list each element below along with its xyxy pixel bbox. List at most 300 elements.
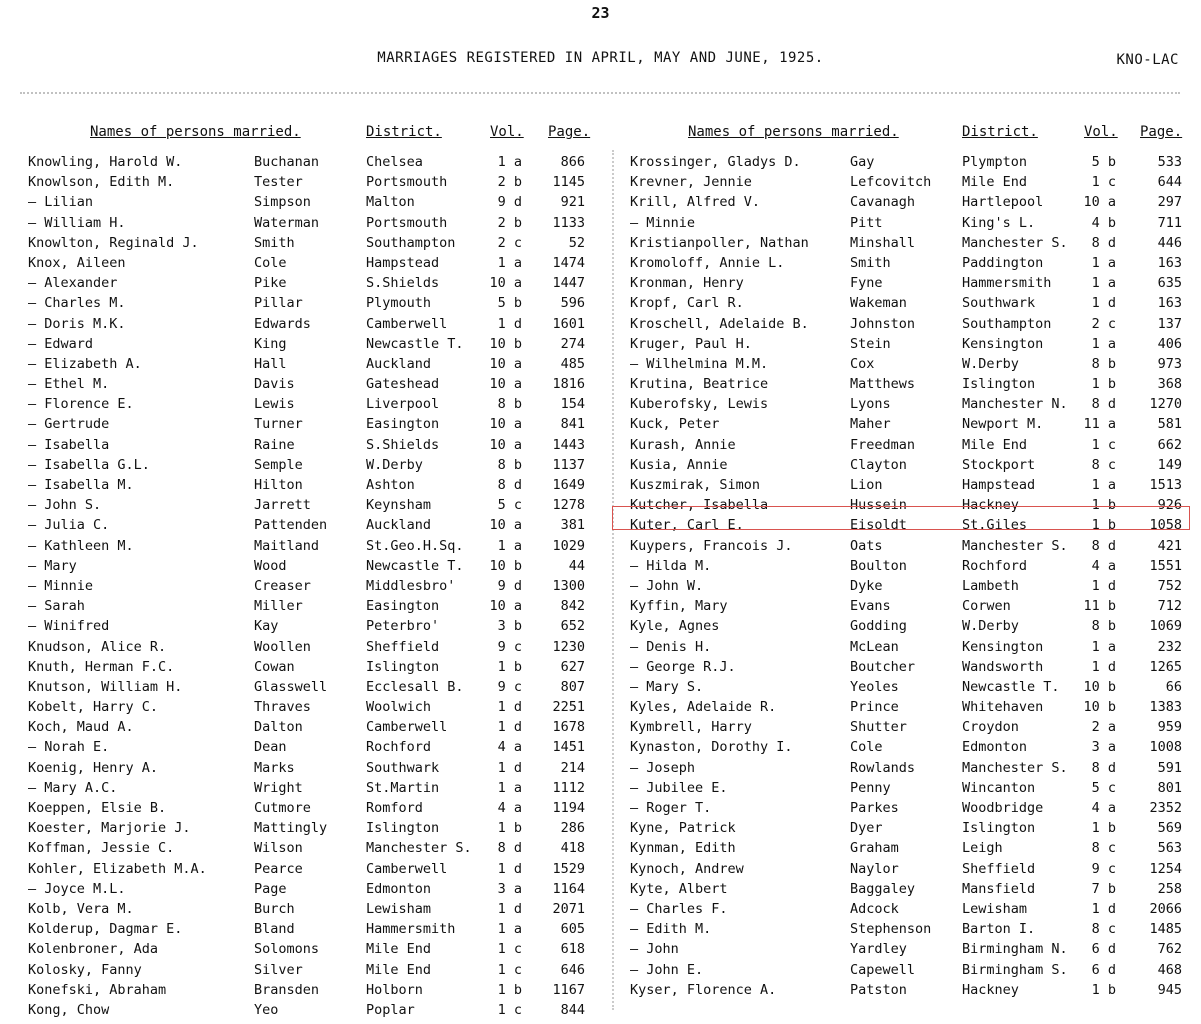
entry-spouse: Fyne	[850, 275, 883, 292]
entry-district: Hartlepool	[962, 194, 1044, 211]
entry-page: 844	[560, 1001, 585, 1018]
entry-page: 1443	[552, 436, 585, 453]
entry-name: — Charles M.	[28, 295, 126, 312]
entry-district: Camberwell	[366, 315, 448, 332]
register-entry	[28, 818, 598, 838]
entry-vol: 1 a	[497, 154, 522, 170]
entry-spouse: Bland	[254, 921, 295, 938]
right-column-header	[630, 124, 1190, 152]
entry-vol: 10 a	[489, 275, 522, 292]
entry-name: Knowlton, Reginald J.	[28, 234, 199, 251]
entry-page: 421	[1157, 537, 1182, 554]
entry-district: Liverpool	[366, 396, 440, 413]
entry-spouse: Smith	[254, 234, 295, 251]
entry-page: 1164	[552, 880, 585, 897]
entry-name: — Joyce M.L.	[28, 880, 126, 897]
entry-district: Camberwell	[366, 860, 448, 877]
register-entry	[630, 192, 1190, 212]
entry-name: Kruger, Paul H.	[630, 335, 752, 352]
entry-spouse: Solomons	[254, 941, 320, 958]
register-entry	[630, 475, 1190, 495]
column-divider	[612, 150, 614, 1010]
entry-name: — Denis H.	[630, 638, 712, 655]
entry-district: Ashton	[366, 477, 415, 493]
entry-page: 807	[560, 678, 585, 695]
register-entry	[630, 152, 1190, 172]
entry-district: Islington	[366, 820, 440, 837]
register-entry	[28, 737, 598, 757]
entry-spouse: Boutcher	[850, 658, 916, 675]
entry-name: Koch, Maud A.	[28, 719, 134, 736]
entry-district: St.Giles	[962, 517, 1028, 534]
entry-district: Barton I.	[962, 921, 1036, 938]
entry-spouse: Wood	[254, 557, 287, 574]
entry-vol: 1 d	[497, 719, 522, 736]
entry-name: — Hilda M.	[630, 557, 712, 574]
register-entry	[28, 677, 598, 697]
entry-name: — Kathleen M.	[28, 537, 134, 554]
entry-vol: 1 c	[497, 941, 522, 958]
entry-spouse: Lewis	[254, 396, 295, 413]
entry-name: Kong, Chow	[28, 1001, 110, 1018]
entry-spouse: Thraves	[254, 699, 311, 716]
register-entry	[630, 737, 1190, 757]
entry-name: Kristianpoller, Nathan	[630, 234, 809, 251]
entry-district: Easington	[366, 598, 440, 615]
entry-name: — Roger T.	[630, 800, 712, 816]
entry-district: Lewisham	[962, 900, 1028, 917]
register-entry	[630, 758, 1190, 778]
entry-page: 1145	[552, 174, 585, 191]
register-entry	[28, 475, 598, 495]
entry-spouse: Maher	[850, 416, 891, 433]
register-entry	[28, 354, 598, 374]
entry-page: 569	[1157, 820, 1182, 837]
entry-name: Kuberofsky, Lewis	[630, 396, 769, 413]
entry-vol: 3 b	[497, 618, 522, 635]
entry-spouse: Jarrett	[254, 497, 311, 514]
register-entry	[28, 213, 598, 233]
entry-page: 1058	[1149, 517, 1182, 534]
entry-district: Plymouth	[366, 295, 432, 312]
entry-page: 866	[560, 154, 585, 170]
entry-spouse: Gay	[850, 154, 875, 170]
entry-district: Holborn	[366, 981, 423, 998]
entry-district: S.Shields	[366, 436, 440, 453]
entry-vol: 8 d	[1091, 537, 1116, 554]
right-column	[630, 124, 1190, 1000]
entry-district: Lambeth	[962, 577, 1019, 594]
register-entry	[630, 414, 1190, 434]
entry-name: — Mary S.	[630, 678, 704, 695]
register-entry	[28, 596, 598, 616]
entry-name: Kusia, Annie	[630, 456, 728, 473]
entry-district: Southampton	[366, 234, 456, 251]
entry-name: — Gertrude	[28, 416, 110, 433]
entry-vol: 1 a	[1091, 638, 1116, 655]
entry-page: 406	[1157, 335, 1182, 352]
entry-spouse: Yeoles	[850, 678, 899, 695]
entry-district: Croydon	[962, 719, 1019, 736]
entry-vol: 9 c	[497, 638, 522, 655]
entry-district: Birmingham S.	[962, 961, 1068, 978]
entry-page: 1485	[1149, 921, 1182, 938]
entry-page: 945	[1157, 981, 1182, 998]
entry-name: Krutina, Beatrice	[630, 376, 769, 393]
entry-district: Whitehaven	[962, 699, 1044, 716]
entry-name: Kuter, Carl E.	[630, 517, 744, 534]
entry-spouse: Capewell	[850, 961, 916, 978]
register-entry	[630, 374, 1190, 394]
entry-spouse: Yeo	[254, 1001, 279, 1018]
entry-district: Islington	[962, 376, 1036, 393]
entry-spouse: Stephenson	[850, 921, 932, 938]
entry-vol: 9 d	[497, 577, 522, 594]
entry-page: 1529	[552, 860, 585, 877]
entry-page: 1383	[1149, 699, 1182, 716]
entry-district: Southampton	[962, 315, 1052, 332]
entry-vol: 2 c	[497, 234, 522, 251]
register-entry	[28, 919, 598, 939]
entry-vol: 1 b	[1091, 376, 1116, 393]
entry-page: 762	[1157, 941, 1182, 958]
entry-vol: 8 d	[1091, 396, 1116, 413]
entry-district: Camberwell	[366, 719, 448, 736]
register-entry	[28, 536, 598, 556]
entry-spouse: Baggaley	[850, 880, 916, 897]
entry-vol: 1 b	[1091, 517, 1116, 534]
register-entry	[28, 495, 598, 515]
entry-page: 1008	[1149, 739, 1182, 756]
entry-district: Manchester S.	[962, 234, 1068, 251]
entry-district: Edmonton	[366, 880, 432, 897]
entry-page: 274	[560, 335, 585, 352]
entry-page: 1069	[1149, 618, 1182, 635]
entry-page: 596	[560, 295, 585, 312]
entry-district: Hammersmith	[366, 921, 456, 938]
entry-spouse: King	[254, 335, 287, 352]
register-entry	[28, 1000, 598, 1020]
entry-page: 163	[1157, 295, 1182, 312]
entry-vol: 1 a	[497, 921, 522, 938]
entry-page: 1194	[552, 800, 585, 816]
entry-page: 533	[1157, 154, 1182, 170]
entry-name: Kyne, Patrick	[630, 820, 736, 837]
entry-name: Koester, Marjorie J.	[28, 820, 191, 837]
entry-vol: 8 b	[497, 456, 522, 473]
entry-spouse: Shutter	[850, 719, 907, 736]
entry-name: Kroschell, Adelaide B.	[630, 315, 809, 332]
entry-name: Kohler, Elizabeth M.A.	[28, 860, 207, 877]
entry-page: 644	[1157, 174, 1182, 191]
entry-name: Kromoloff, Annie L.	[630, 254, 785, 271]
entry-district: Newcastle T.	[366, 557, 464, 574]
entry-page: 662	[1157, 436, 1182, 453]
register-entry	[28, 253, 598, 273]
entry-spouse: Silver	[254, 961, 303, 978]
entry-vol: 1 d	[497, 860, 522, 877]
entry-spouse: Woollen	[254, 638, 311, 655]
entry-page: 214	[560, 759, 585, 776]
entry-district: Wandsworth	[962, 658, 1044, 675]
register-entry	[28, 980, 598, 1000]
header-district: District.	[366, 124, 442, 140]
entry-page: 1551	[1149, 557, 1182, 574]
entry-name: Kynman, Edith	[630, 840, 736, 857]
entry-district: Sheffield	[962, 860, 1036, 877]
entry-spouse: Cole	[254, 254, 287, 271]
register-entry	[630, 677, 1190, 697]
entry-spouse: Glasswell	[254, 678, 328, 695]
entry-name: — Isabella	[28, 436, 110, 453]
entry-spouse: Mattingly	[254, 820, 328, 837]
entry-district: Plympton	[962, 154, 1028, 170]
entry-page: 1137	[552, 456, 585, 473]
entry-district: Chelsea	[366, 154, 423, 170]
register-entry	[630, 778, 1190, 798]
entry-spouse: Raine	[254, 436, 295, 453]
register-entry	[630, 253, 1190, 273]
entry-vol: 1 d	[1091, 900, 1116, 917]
entry-spouse: McLean	[850, 638, 899, 655]
entry-vol: 3 a	[1091, 739, 1116, 756]
entry-page: 1513	[1149, 477, 1182, 493]
register-entry	[630, 939, 1190, 959]
entry-vol: 2 b	[497, 174, 522, 191]
entry-district: Middlesbro'	[366, 577, 456, 594]
register-entry	[630, 576, 1190, 596]
register-entry	[630, 536, 1190, 556]
entry-spouse: Waterman	[254, 214, 320, 231]
entry-spouse: Page	[254, 880, 287, 897]
entry-spouse: Kay	[254, 618, 279, 635]
entry-district: Islington	[962, 820, 1036, 837]
entry-page: 149	[1157, 456, 1182, 473]
entry-district: Peterbro'	[366, 618, 440, 635]
entry-name: Kyser, Florence A.	[630, 981, 777, 998]
entry-vol: 11 b	[1083, 598, 1116, 615]
entry-district: Newcastle T.	[366, 335, 464, 352]
entry-district: W.Derby	[962, 355, 1019, 372]
entry-spouse: Rowlands	[850, 759, 916, 776]
entry-page: 1270	[1149, 396, 1182, 413]
entry-name: — John	[630, 941, 679, 958]
entry-vol: 2 b	[497, 214, 522, 231]
entry-name: — Joseph	[630, 759, 696, 776]
register-entry	[28, 334, 598, 354]
entry-spouse: Semple	[254, 456, 303, 473]
register-entry	[28, 838, 598, 858]
entry-name: Kurash, Annie	[630, 436, 736, 453]
entry-page: 581	[1157, 416, 1182, 433]
entry-district: Manchester S.	[962, 759, 1068, 776]
entry-page: 605	[560, 921, 585, 938]
entry-district: Corwen	[962, 598, 1011, 615]
entry-page: 1278	[552, 497, 585, 514]
entry-vol: 10 a	[489, 436, 522, 453]
entry-spouse: Dalton	[254, 719, 303, 736]
entry-spouse: Godding	[850, 618, 907, 635]
entry-page: 646	[560, 961, 585, 978]
register-entry	[630, 556, 1190, 576]
entry-vol: 10 b	[1083, 678, 1116, 695]
entry-spouse: Hussein	[850, 497, 907, 514]
entry-district: St.Martin	[366, 779, 440, 796]
entry-page: 258	[1157, 880, 1182, 897]
entry-spouse: Cavanagh	[850, 194, 916, 211]
entry-spouse: Johnston	[850, 315, 916, 332]
register-entry	[630, 334, 1190, 354]
entry-page: 446	[1157, 234, 1182, 251]
entry-name: Kolenbroner, Ada	[28, 941, 159, 958]
entry-vol: 8 c	[1091, 840, 1116, 857]
entry-page: 2251	[552, 699, 585, 716]
entry-page: 1816	[552, 376, 585, 393]
entry-vol: 8 d	[497, 840, 522, 857]
entry-district: St.Geo.H.Sq.	[366, 537, 464, 554]
register-entry	[630, 879, 1190, 899]
entry-vol: 1 d	[1091, 295, 1116, 312]
register-entry	[28, 273, 598, 293]
register-entry	[630, 394, 1190, 414]
entry-page: 286	[560, 820, 585, 837]
entry-name: Kuszmirak, Simon	[630, 477, 761, 493]
entry-spouse: Oats	[850, 537, 883, 554]
entry-name: Kutcher, Isabella	[630, 497, 769, 514]
register-entry	[28, 657, 598, 677]
entry-page: 1254	[1149, 860, 1182, 877]
entry-district: Mile End	[366, 961, 432, 978]
entry-vol: 3 a	[497, 880, 522, 897]
entry-vol: 4 a	[497, 739, 522, 756]
entry-spouse: Pitt	[850, 214, 883, 231]
entry-district: Ecclesall B.	[366, 678, 464, 695]
entry-district: Manchester S.	[962, 537, 1068, 554]
entry-spouse: Penny	[850, 779, 891, 796]
entry-name: — George R.J.	[630, 658, 736, 675]
entry-name: — Edith M.	[630, 921, 712, 938]
entry-name: — Ethel M.	[28, 376, 110, 393]
register-entry	[28, 556, 598, 576]
entry-spouse: Buchanan	[254, 154, 320, 170]
entry-name: — Alexander	[28, 275, 118, 292]
register-entry	[630, 213, 1190, 233]
entry-spouse: Smith	[850, 254, 891, 271]
entry-vol: 1 b	[497, 820, 522, 837]
register-entry	[28, 939, 598, 959]
entry-spouse: Eisoldt	[850, 517, 907, 534]
entry-vol: 1 c	[497, 961, 522, 978]
register-entry	[28, 960, 598, 980]
entry-vol: 10 b	[1083, 699, 1116, 716]
entry-district: Newport M.	[962, 416, 1044, 433]
entry-name: Kobelt, Harry C.	[28, 699, 159, 716]
entry-spouse: Minshall	[850, 234, 916, 251]
register-entry	[630, 980, 1190, 1000]
entry-page: 1474	[552, 254, 585, 271]
register-entry	[630, 657, 1190, 677]
entry-vol: 5 b	[497, 295, 522, 312]
entry-vol: 8 d	[1091, 234, 1116, 251]
entry-page: 959	[1157, 719, 1182, 736]
entry-name: — Isabella G.L.	[28, 456, 150, 473]
entry-page: 1133	[552, 214, 585, 231]
entry-name: Kynaston, Dorothy I.	[630, 739, 793, 756]
entry-vol: 1 c	[497, 1001, 522, 1018]
entry-spouse: Cole	[850, 739, 883, 756]
entry-name: — John S.	[28, 497, 102, 514]
register-entry	[28, 293, 598, 313]
entry-page: 627	[560, 658, 585, 675]
entry-vol: 10 a	[489, 598, 522, 615]
entry-spouse: Adcock	[850, 900, 899, 917]
entry-name: — Florence E.	[28, 396, 134, 413]
entry-name: Koffman, Jessie C.	[28, 840, 175, 857]
register-entry	[630, 919, 1190, 939]
entry-district: King's L.	[962, 214, 1036, 231]
entry-district: Woodbridge	[962, 800, 1044, 816]
entry-page: 1447	[552, 275, 585, 292]
entry-vol: 9 c	[497, 678, 522, 695]
entry-spouse: Lyons	[850, 396, 891, 413]
register-entry	[28, 233, 598, 253]
entry-page: 2071	[552, 900, 585, 917]
entry-district: Sheffield	[366, 638, 440, 655]
register-entry	[28, 152, 598, 172]
header-names: Names of persons married.	[688, 124, 899, 140]
register-entry	[28, 637, 598, 657]
entry-vol: 4 a	[497, 800, 522, 816]
entry-spouse: Parkes	[850, 800, 899, 816]
entry-spouse: Graham	[850, 840, 899, 857]
entry-spouse: Freedman	[850, 436, 916, 453]
entry-district: Stockport	[962, 456, 1036, 473]
entry-name: Knuth, Herman F.C.	[28, 658, 175, 675]
entry-name: Kolderup, Dagmar E.	[28, 921, 183, 938]
entry-page: 842	[560, 598, 585, 615]
entry-vol: 1 a	[1091, 477, 1116, 493]
register-entry	[630, 859, 1190, 879]
entry-page: 368	[1157, 376, 1182, 393]
entry-spouse: Wright	[254, 779, 303, 796]
entry-page: 1112	[552, 779, 585, 796]
entry-district: Mansfield	[962, 880, 1036, 897]
entry-vol: 1 a	[497, 779, 522, 796]
entry-vol: 1 b	[497, 981, 522, 998]
register-entry	[630, 293, 1190, 313]
entry-page: 652	[560, 618, 585, 635]
entry-vol: 1 a	[497, 254, 522, 271]
register-entry	[28, 717, 598, 737]
entry-vol: 1 b	[1091, 497, 1116, 514]
entry-spouse: Maitland	[254, 537, 320, 554]
register-entry	[28, 192, 598, 212]
left-entries	[28, 152, 598, 1020]
register-entry	[630, 616, 1190, 636]
entry-name: — Doris M.K.	[28, 315, 126, 332]
entry-district: Leigh	[962, 840, 1003, 857]
register-entry	[630, 899, 1190, 919]
entry-spouse: Edwards	[254, 315, 311, 332]
entry-spouse: Pearce	[254, 860, 303, 877]
register-entry	[28, 697, 598, 717]
entry-spouse: Marks	[254, 759, 295, 776]
entry-vol: 11 a	[1083, 416, 1116, 433]
entry-page: 1601	[552, 315, 585, 332]
entry-district: Keynsham	[366, 497, 432, 514]
entry-spouse: Cutmore	[254, 800, 311, 816]
entry-page: 297	[1157, 194, 1182, 211]
